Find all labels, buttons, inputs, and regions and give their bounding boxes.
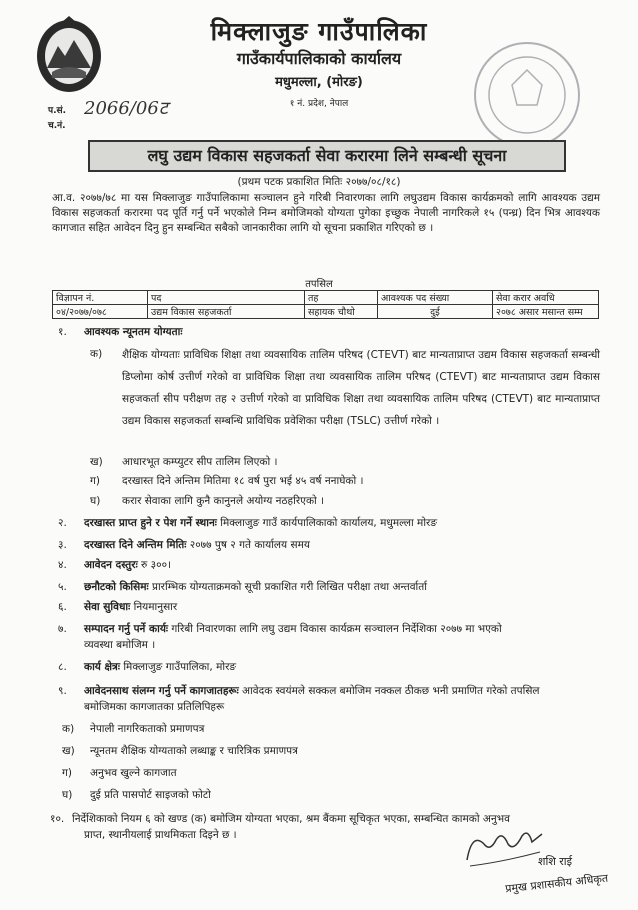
subitem-text: अनुभव खुल्ने कागजात (90, 767, 177, 779)
signatory-post: प्रमुख प्रशासकीय अधिकृत (504, 871, 609, 896)
table-row (53, 305, 599, 319)
subitem-label: क) (62, 723, 75, 735)
table-cell: ०४/२०७७/०७८ (53, 305, 148, 319)
table-cell: २०७८ असार मसान्त सम्म (493, 305, 599, 319)
item-number: ९. (58, 685, 67, 697)
subitem-text: न्यूनतम शैक्षिक योग्यताको लब्धाङ्क र चारित्रिक प्रमाणपत्र (90, 745, 298, 757)
publish-date: (प्रथम पटक प्रकाशित मितिः २०७७/०८/१८) (237, 176, 401, 188)
org-name: मिक्लाजुङ गाउँपालिका (210, 17, 428, 46)
item-line: निर्देशिकाको नियम ६ को खण्ड (क) बमोजिम योग्यता भएका, श्रम बैंकमा सूचिकृत भएका, सम्बन्धित कामको अनुभव (72, 813, 510, 825)
item-number: ३. (58, 539, 67, 551)
table-caption: तपसिल (305, 279, 333, 290)
item-number: ६. (58, 601, 67, 613)
item-line: छनौटको किसिमः प्रारम्भिक योग्यताक्रमको सूची प्रकाशित गरी लिखित परीक्षा तथा अन्तर्वार्ता (84, 581, 427, 593)
subitem-label: घ) (62, 789, 73, 801)
item-line: आवेदनसाथ संलग्न गर्नु पर्ने कागजातहरूः आवेदक स्वयंमले सक्कल बमोजिम नक्कल ठीकछ भनी प्रमाणित गरेको तपसिल (84, 685, 540, 697)
subitem-label: ग) (62, 767, 73, 779)
item-line: दरखास्त प्राप्त हुने र पेश गर्ने स्थानः मिक्लाजुङ गाउँ कार्यपालिकाको कार्यालय, मधुमल्ला मोरङ (84, 517, 438, 529)
item-number: ८. (58, 661, 67, 673)
table-cell: सहायक चौथो (305, 305, 378, 319)
item-line: सम्पादन गर्नु पर्ने कार्यः गरिबी निवारणका लागि लघु उद्यम विकास कार्यक्रम सञ्चालन निर्देशिका २०७७ मा भएको (84, 623, 502, 635)
subitem-label: ख) (62, 745, 75, 757)
chalani-label: च.नं. (48, 121, 66, 131)
vacancy-table (52, 290, 599, 319)
subitem-label: ख) (90, 456, 103, 468)
subitem-text: आधारभूत कम्प्युटर सीप तालिम लिएको । (122, 456, 278, 468)
office-name: गाउँकार्यपालिकाको कार्यालय (236, 49, 402, 68)
intro-paragraph: आ.व. २०७७/७८ मा यस मिक्लाजुङ गाउँपालिकामा सञ्चालन हुने गरिबी निवारणका लागि लघुउद्यम विकास कार्यक्रमको लागि आवश्यक उद्यम विकास सहजकर्ता करारमा पद पूर्ति गर्नु पर्ने भएकोले निम्न बमोजिमको योग्यता पुगेका इच्छुक नेपाली नागरिकले १५ (पन्ध्र) दिन भित्र आवश्यक कागजात सहित आवेदन दिनु हुन सम्बन्धित सबैको जानकारीका लागि यो सूचना प्रकाशित गरिएको छ । (52, 192, 600, 234)
item-number: २. (58, 517, 67, 529)
table-header: आवश्यक पद संख्या (378, 291, 493, 305)
subitem-label: ग) (90, 475, 101, 487)
notice-title: लघु उद्यम विकास सहजकर्ता सेवा करारमा लिने सम्बन्धी सूचना (88, 140, 566, 172)
subitem-text: नेपाली नागरिकताको प्रमाणपत्र (90, 723, 205, 735)
item-number: १०. (50, 813, 65, 825)
province: १ नं. प्रदेश, नेपाल (289, 99, 349, 109)
subitem-label: घ) (90, 495, 101, 507)
table-cell: उद्यम विकास सहजकर्ता (148, 305, 305, 319)
subitem-text: दुई प्रति पासपोर्ट साइजको फोटो (90, 789, 211, 801)
table-header-row (53, 291, 599, 305)
subitem-text: शैक्षिक योग्यताः प्राविधिक शिक्षा तथा व्यवसायिक तालिम परिषद (CTEVT) बाट मान्यताप्राप्त उद्यम विकास सहजकर्ता सम्बन्धी डिप्लोमा कोर्ष उत्तीर्ण गरेको वा प्राविधिक शिक्षा तथा व्यवसायिक तालिम परिषद (CTEVT) बाट मान्यताप्राप्त उद्यम विकास सहजकर्ता सीप परीक्षण तह २ उत्तीर्ण गरेको वा प्राविधिक शिक्षा तथा व्यवसायिक तालिम परिषद (CTEVT) बाट मान्यताप्राप्त उद्यम विकास सहजकर्ता सम्बन्धि प्राविधिक प्रवेशिका परीक्षा (TSLC) उत्तीर्ण गरेको । (122, 349, 600, 427)
table-header: तह (305, 291, 378, 305)
item-number: ७. (58, 623, 67, 635)
subitem-label: क) (90, 348, 103, 360)
item-line: सेवा सुविधाः नियमानुसार (84, 601, 178, 613)
patra-number: 2066/06ट (84, 98, 168, 119)
patra-label: प.सं. (48, 106, 67, 116)
item-line: कार्य क्षेत्रः मिक्लाजुङ गाउँपालिका, मोरङ (84, 661, 237, 673)
item-number: ५. (58, 581, 67, 593)
table-header: पद (148, 291, 305, 305)
item-number: ४. (58, 559, 67, 571)
table-header: विज्ञापन नं. (53, 291, 148, 305)
table-header: सेवा करार अवधि (493, 291, 599, 305)
item-line: प्राप्त, स्थानीयलाई प्राथमिकता दिइने छ । (84, 829, 237, 841)
signatory-name: शशि राई (538, 855, 573, 868)
table-cell: दुई (378, 305, 493, 319)
item-heading: आवश्यक न्यूनतम योग्यताः (84, 326, 183, 338)
item-line: दरखास्त दिने अन्तिम मितिः २०७७ पुष २ गते कार्यालय समय (84, 539, 310, 551)
subitem-text: दरखास्त दिने अन्तिम मितिमा १८ वर्ष पुरा भई ४५ वर्ष ननाघेको । (122, 475, 364, 487)
item-line: आवेदन दस्तुरः रु ३००। (84, 559, 172, 571)
subitem-text: करार सेवाका लागि कुनै कानुनले अयोग्य नठहरिएको । (122, 495, 325, 507)
item-line: बमोजिमका कागजातका प्रतिलिपिहरू (84, 701, 225, 713)
office-location: मधुमल्ला, (मोरङ) (275, 75, 363, 90)
item-line: व्यवस्था बमोजिम । (84, 639, 156, 651)
item-number: १. (58, 326, 67, 338)
